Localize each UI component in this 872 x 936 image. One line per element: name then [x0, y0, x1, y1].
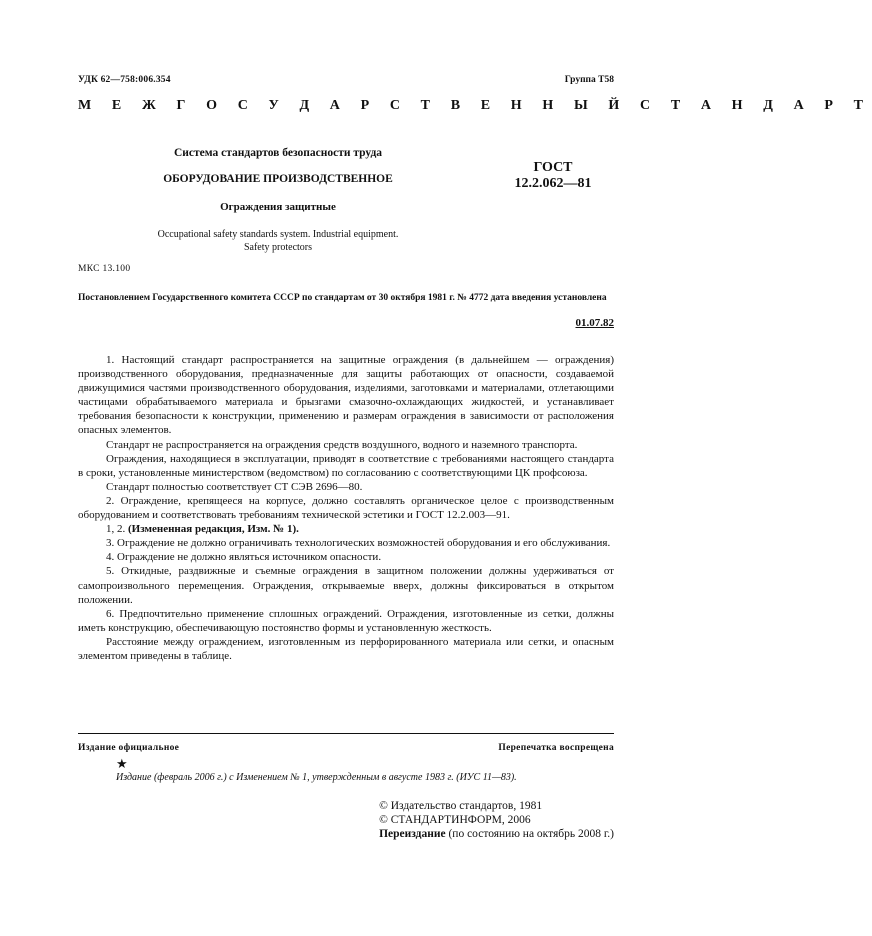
introduction-date: 01.07.82: [575, 317, 614, 329]
amendment-note: [78, 522, 614, 536]
paragraph: 2. Ограждение, крепящееся на корпусе, должно составлять органическое целое с производственным оборудованием и соответствовать требованиям технической эстетики и ГОСТ 12.2.003—91.: [78, 494, 614, 522]
document-body: [78, 353, 614, 663]
copyright-line-2: © СТАНДАРТИНФОРМ, 2006: [379, 814, 531, 826]
paragraph: 4. Ограждение не должно являться источником опасности.: [106, 551, 382, 564]
main-title: ОБОРУДОВАНИЕ ПРОИЗВОДСТВЕННОЕ: [163, 173, 393, 185]
paragraph: 1. Настоящий стандарт распространяется на защитные ограждения (в дальнейшем — ограждения) производственного оборудования, предназначенные для защиты работающих от опасности, создаваемой движущимися частями производственного оборудования, изделиями, заготовками и материалами, отлетающими частицами обрабатываемого материала и брызгами смазочно-охлаждающих жидкостей, и устанавливает требования безопасности к конструкции, применению и размерам ограждения в зависимости от расположения опасных элементов.: [78, 354, 614, 437]
paragraph: Ограждения, находящиеся в эксплуатации, приводят в соответствие с требованиями настоящего стандарта в сроки, установленные министерством (ведомством) по согласованию с соответствующими ЦК профсоюза.: [78, 452, 614, 479]
gost-code: 12.2.062—81: [514, 176, 592, 191]
paragraph: Стандарт не распространяется на ограждения средств воздушного, водного и наземного транспорта.: [106, 438, 578, 451]
mks-code: МКС 13.100: [78, 264, 131, 274]
english-title-line1: Occupational safety standards system. Industrial equipment.: [157, 229, 399, 240]
gost-number: [478, 160, 628, 192]
copyright-line-1: © Издательство стандартов, 1981: [379, 800, 543, 812]
english-title-line2: Safety protectors: [243, 242, 313, 253]
udk-code: УДК 62—758:006.354: [78, 75, 171, 85]
star-icon: ★: [116, 756, 128, 771]
reissue-date: (по состоянию на октябрь 2008 г.): [445, 828, 614, 840]
gost-label: ГОСТ: [533, 160, 573, 175]
official-edition-label: Издание официальное: [78, 743, 180, 753]
paragraph: 3. Ограждение не должно ограничивать технологических возможностей оборудования и его обслуживания.: [106, 537, 611, 550]
interstate-standard-banner: М Е Ж Г О С У Д А Р С Т В Е Н Н Ы Й С Т А Н Д А Р Т: [78, 98, 872, 113]
paragraph: Расстояние между ограждением, изготовленным из перфорированного материала или сетки, и опасным элементом приведены в таблице.: [78, 635, 614, 662]
english-title: [100, 228, 456, 254]
paragraph: Стандарт полностью соответствует СТ СЭВ 2696—80.: [106, 480, 363, 493]
reissue-label: Переиздание: [379, 828, 446, 840]
reprint-prohibited-label: Перепечатка воспрещена: [498, 743, 614, 753]
decree-text: Постановлением Государственного комитета СССР по стандартам от 30 октября 1981 г. № 4772 дата введения установлена: [78, 293, 607, 303]
copyright-block: [379, 799, 614, 841]
amendment-prefix: 1, 2.: [106, 523, 128, 536]
sub-title: Ограждения защитные: [220, 201, 336, 213]
amendment-bold: (Измененная редакция, Изм. № 1).: [128, 523, 299, 536]
standard-system-title: Система стандартов безопасности труда: [173, 147, 383, 159]
group-code: Группа Т58: [564, 75, 614, 85]
footer-divider: [78, 733, 614, 734]
edition-note: Издание (февраль 2006 г.) с Изменением № 1, утвержденным в августе 1983 г. (ИУС 11—83).: [116, 772, 517, 783]
paragraph: 6. Предпочтительно применение сплошных ограждений. Ограждения, изготовленные из сетки, должны иметь конструкцию, обеспечивающую постоянство формы и установленную жесткость.: [78, 607, 614, 634]
paragraph: 5. Откидные, раздвижные и съемные ограждения в защитном положении должны удерживаться от самопроизвольного перемещения. Ограждения, открываемые вверх, должны фиксироваться в открытом положении.: [78, 565, 614, 606]
reissue-line: [379, 828, 614, 840]
